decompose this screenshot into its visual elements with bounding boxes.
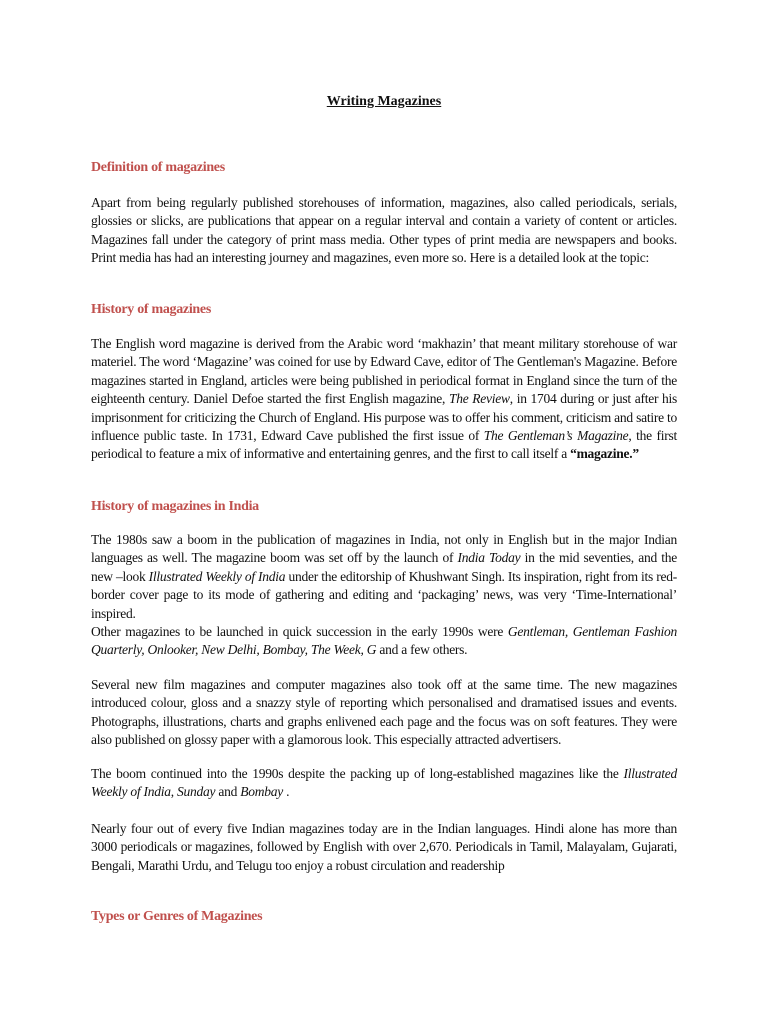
emphasis-text: Sunday: [176, 784, 216, 800]
text-run: The 1980s saw a boom in the publication of magazines in India, not only in English but in the major Indian languages as well. The magazine boom was set off by the launch of: [91, 532, 677, 566]
text-run: and: [215, 784, 241, 800]
paragraph-india-launches: [91, 623, 677, 660]
page-title: Writing Magazines: [326, 94, 442, 109]
text-run: Other magazines to be launched in quick succession in the early 1990s were: [91, 624, 508, 639]
section-heading-history: History of magazines: [91, 302, 211, 317]
emphasis-text: India Today: [457, 550, 521, 566]
section-heading-definition: Definition of magazines: [91, 160, 225, 175]
text-run: under the editorship of Khushwant Singh. Its inspiration, right from its red-border cover page to its mode of gathering and editing and ‘packaging’ news, was very ‘Time-International’ inspired.: [91, 568, 677, 621]
text-run: , in 1704 during or just after his imprisonment for criticizing the Church of England. His purpose was to offer his comment, criticism and satire to influence public taste. In 1731, Edward Cave published the first issue of: [91, 391, 677, 444]
section-heading-history-india: History of magazines in India: [91, 499, 259, 514]
paragraph-india-film-computer: [91, 676, 677, 750]
text-run: ,: [170, 784, 177, 800]
text-run: Several new film magazines and computer magazines also took off at the same time. The new magazines introduced colour, gloss and a snazzy style of reporting which personalised and dramatised issues and events. Photographs, illustrations, charts and graphs enlivened each page and the focus was on soft features. They were also published on glossy paper with a glamorous look. This especially attracted advertisers.: [91, 677, 677, 748]
text-run: in the mid seventies, and the new –look: [91, 550, 678, 584]
paragraph-india-boom: [91, 531, 677, 623]
emphasis-text: “magazine.”: [570, 446, 639, 462]
paragraph-india-languages: [91, 820, 677, 875]
text-run: , the first periodical to feature a mix of informative and entertaining genres, and the first to call itself a: [91, 428, 677, 462]
text-run: The boom continued into the 1990s despite the packing up of long-established magazines like the: [91, 766, 624, 781]
emphasis-text: Gentleman, Gentleman Fashion Quarterly, Onlooker, New Delhi, Bombay, The Week, G: [91, 624, 678, 658]
text-run: The English word magazine is derived from the Arabic word ‘makhazin’ that meant military storehouse of war materiel. The word ‘Magazine’ was coined for use by Edward Cave, editor of The Gentleman's Magazine. Before magazines started in England, articles were being published in periodical format in England since the turn of the eighteenth century. Daniel Defoe started the first English magazine,: [91, 336, 677, 407]
text-run: and a few others.: [376, 642, 468, 658]
emphasis-text: The Gentleman’s Magazine: [483, 428, 629, 444]
emphasis-text: Bombay: [240, 784, 283, 800]
text-run: Nearly four out of every five Indian magazines today are in the Indian languages. Hindi alone has more than 3000 periodicals or magazines, followed by English with over 2,670. Periodicals in Tamil, Malayalam, Gujarati, Bengali, Marathi Urdu, and Telugu too enjoy a robust circulation and readership: [91, 821, 677, 873]
paragraph-history: [91, 335, 677, 464]
text-run: .: [282, 784, 290, 800]
emphasis-text: Illustrated Weekly of India: [148, 568, 286, 584]
paragraph-definition: [91, 194, 677, 268]
text-run: Apart from being regularly published storehouses of information, magazines, also called periodicals, serials, glossies or slicks, are publications that appear on a regular interval and contain a variety of content or articles. Magazines fall under the category of print mass media. Other types of print media are newspapers and books. Print media has had an interesting journey and magazines, even more so. Here is a detailed look at the topic:: [91, 195, 677, 266]
section-heading-types: Types or Genres of Magazines: [91, 909, 263, 924]
emphasis-text: Illustrated Weekly of India: [91, 766, 677, 800]
emphasis-text: The Review: [448, 391, 510, 407]
paragraph-india-1990s: [91, 765, 677, 802]
